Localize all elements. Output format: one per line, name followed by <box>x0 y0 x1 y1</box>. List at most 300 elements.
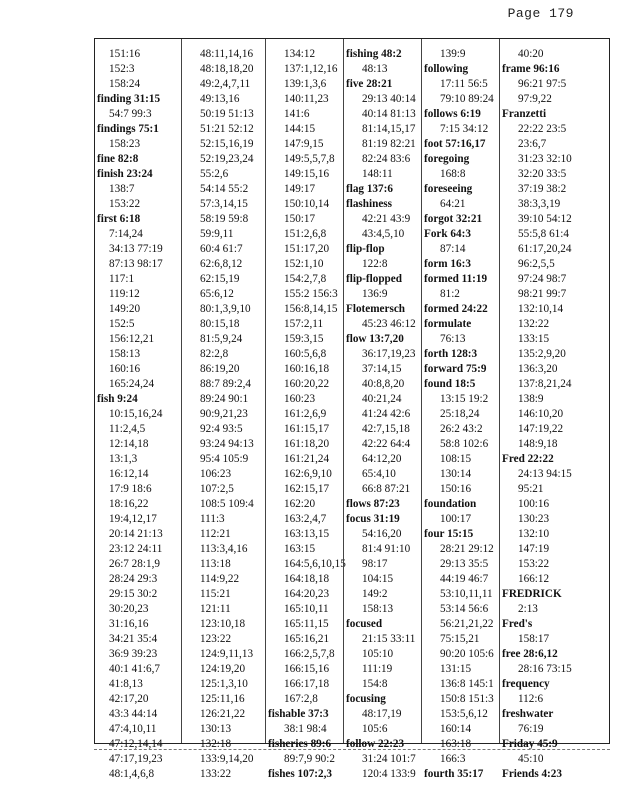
index-term: formulate <box>424 318 472 330</box>
index-term: findings 75:1 <box>97 123 159 135</box>
index-column-5 <box>421 39 499 780</box>
index-term: found 18:5 <box>424 378 476 390</box>
index-reference: 105:10 <box>362 648 394 660</box>
index-term: Friday 45:9 <box>502 738 558 750</box>
index-reference: 81:5,9,24 <box>200 333 243 345</box>
index-column-6 <box>499 39 609 780</box>
index-reference: 133:15 <box>518 333 550 345</box>
index-reference: 40:20 <box>518 48 544 60</box>
index-reference: 156:8,14,15 <box>284 303 338 315</box>
index-term: forward 75:9 <box>424 363 487 375</box>
index-reference: 160:23 <box>284 393 316 405</box>
index-term: fish 9:24 <box>97 393 138 405</box>
index-reference: 81:2 <box>440 288 460 300</box>
index-term: Fork 64:3 <box>424 228 471 240</box>
index-reference: 97:9,22 <box>518 93 552 105</box>
index-term: fisheries 89:6 <box>268 738 332 750</box>
index-term: following <box>424 63 469 75</box>
index-reference: 168:8 <box>440 168 466 180</box>
index-reference: 161:18,20 <box>284 438 330 450</box>
index-reference: 160:16 <box>109 363 141 375</box>
index-term: fishes 107:2,3 <box>268 768 333 780</box>
index-reference: 22:22 23:5 <box>518 123 567 135</box>
index-reference: 121:11 <box>200 603 231 615</box>
index-reference: 31:23 32:10 <box>518 153 572 165</box>
index-reference: 43:3 44:14 <box>109 708 158 720</box>
index-reference: 42:21 43:9 <box>362 213 411 225</box>
index-term: flows 87:23 <box>346 498 400 510</box>
index-reference: 167:2,8 <box>284 693 318 705</box>
index-term: flashiness <box>346 198 393 210</box>
index-column-2 <box>181 39 265 780</box>
index-term: frequency <box>502 678 550 690</box>
index-reference: 45:23 46:12 <box>362 318 416 330</box>
index-reference: 162:20 <box>284 498 316 510</box>
index-term: frame 96:16 <box>502 63 560 75</box>
index-reference: 122:8 <box>362 258 388 270</box>
index-reference: 20:14 21:13 <box>109 528 163 540</box>
index-reference: 26:2 43:2 <box>440 423 483 435</box>
index-reference: 126:21,22 <box>200 708 246 720</box>
index-reference: 165:16,21 <box>284 633 330 645</box>
index-term: Fred's <box>502 618 533 630</box>
index-reference: 66:8 87:21 <box>362 483 411 495</box>
index-reference: 107:2,5 <box>200 483 234 495</box>
index-reference: 31:16,16 <box>109 618 149 630</box>
index-term: focus 31:19 <box>346 513 400 525</box>
index-reference: 80:1,3,9,10 <box>200 303 251 315</box>
index-reference: 123:22 <box>200 633 232 645</box>
index-reference: 152:3 <box>109 63 135 75</box>
index-reference: 58:8 102:6 <box>440 438 489 450</box>
index-reference: 2:13 <box>518 603 538 615</box>
index-reference: 90:9,21,23 <box>200 408 248 420</box>
index-reference: 149:20 <box>109 303 141 315</box>
index-reference: 158:17 <box>518 633 550 645</box>
index-reference: 135:2,9,20 <box>518 348 566 360</box>
index-reference: 165:11,15 <box>284 618 329 630</box>
index-reference: 13:1,3 <box>109 453 138 465</box>
index-reference: 42:17,20 <box>109 693 149 705</box>
index-reference: 45:10 <box>518 753 544 765</box>
index-reference: 144:15 <box>284 123 316 135</box>
index-reference: 149:15,16 <box>284 168 330 180</box>
index-reference: 163:15 <box>284 543 316 555</box>
index-reference: 100:16 <box>518 498 550 510</box>
index-reference: 151:2,6,8 <box>284 228 327 240</box>
index-term: foregoing <box>424 153 470 165</box>
index-reference: 7:14,24 <box>109 228 143 240</box>
index-reference: 75:15,21 <box>440 633 480 645</box>
index-reference: 48:13 <box>362 63 388 75</box>
index-reference: 151:16 <box>109 48 141 60</box>
index-reference: 59:9,11 <box>200 228 234 240</box>
index-reference: 52:19,23,24 <box>200 153 254 165</box>
index-reference: 28:24 29:3 <box>109 573 158 585</box>
index-reference: 133:9,14,20 <box>200 753 254 765</box>
index-reference: 47:4,10,11 <box>109 723 157 735</box>
index-reference: 164:5,6,10,15 <box>284 558 346 570</box>
index-reference: 148:11 <box>362 168 393 180</box>
index-reference: 131:15 <box>440 663 472 675</box>
index-reference: 150:10,14 <box>284 198 330 210</box>
index-reference: 139:9 <box>440 48 466 60</box>
index-reference: 34:13 77:19 <box>109 243 163 255</box>
index-reference: 153:22 <box>109 198 141 210</box>
index-reference: 38:1 98:4 <box>284 723 327 735</box>
index-reference: 108:5 109:4 <box>200 498 254 510</box>
index-column-3 <box>265 39 346 780</box>
index-reference: 29:13 35:5 <box>440 558 489 570</box>
index-reference: 81:19 82:21 <box>362 138 416 150</box>
index-reference: 150:8 151:3 <box>440 693 494 705</box>
index-reference: 48:1,4,6,8 <box>109 768 155 780</box>
index-reference: 53:14 56:6 <box>440 603 489 615</box>
index-reference: 44:19 46:7 <box>440 573 489 585</box>
index-reference: 147:19,22 <box>518 423 564 435</box>
index-reference: 108:15 <box>440 453 472 465</box>
index-reference: 97:24 98:7 <box>518 273 567 285</box>
index-reference: 140:11,23 <box>284 93 329 105</box>
index-reference: 153:5,6,12 <box>440 708 488 720</box>
index-reference: 125:11,16 <box>200 693 245 705</box>
index-reference: 51:21 52:12 <box>200 123 254 135</box>
index-reference: 159:3,15 <box>284 333 324 345</box>
index-reference: 133:22 <box>200 768 232 780</box>
index-reference: 32:20 33:5 <box>518 168 567 180</box>
index-term: free 28:6,12 <box>502 648 558 660</box>
index-column-4 <box>343 39 421 780</box>
index-reference: 134:12 <box>284 48 316 60</box>
index-reference: 17:11 56:5 <box>440 78 488 90</box>
index-reference: 43:4,5,10 <box>362 228 405 240</box>
index-term: Friends 4:23 <box>502 768 562 780</box>
index-reference: 42:7,15,18 <box>362 423 410 435</box>
index-reference: 152:1,10 <box>284 258 324 270</box>
index-reference: 24:13 94:15 <box>518 468 572 480</box>
index-reference: 57:3,14,15 <box>200 198 248 210</box>
index-reference: 48:17,19 <box>362 708 402 720</box>
index-reference: 87:14 <box>440 243 466 255</box>
index-reference: 76:13 <box>440 333 466 345</box>
index-reference: 130:14 <box>440 468 472 480</box>
index-reference: 98:17 <box>362 558 388 570</box>
index-reference: 130:13 <box>200 723 232 735</box>
index-reference: 62:6,8,12 <box>200 258 243 270</box>
index-term: fine 82:8 <box>97 153 139 165</box>
index-reference: 123:10,18 <box>200 618 246 630</box>
footer-divider <box>94 749 610 750</box>
index-reference: 26:7 28:1,9 <box>109 558 160 570</box>
index-reference: 163:2,4,7 <box>284 513 327 525</box>
index-reference: 37:14,15 <box>362 363 402 375</box>
index-reference: 112:6 <box>518 693 544 705</box>
index-reference: 105:6 <box>362 723 388 735</box>
index-reference: 161:15,17 <box>284 423 330 435</box>
index-reference: 23:6,7 <box>518 138 547 150</box>
index-reference: 132:22 <box>518 318 550 330</box>
index-reference: 146:10,20 <box>518 408 564 420</box>
index-reference: 81:14,15,17 <box>362 123 416 135</box>
index-reference: 137:8,21,24 <box>518 378 572 390</box>
index-reference: 161:2,6,9 <box>284 408 327 420</box>
index-reference: 157:2,11 <box>284 318 324 330</box>
index-reference: 64:21 <box>440 198 466 210</box>
index-reference: 117:1 <box>109 273 135 285</box>
index-reference: 19:4,12,17 <box>109 513 157 525</box>
index-reference: 163:13,15 <box>284 528 330 540</box>
index-reference: 147:9,15 <box>284 138 324 150</box>
index-reference: 55:2,6 <box>200 168 229 180</box>
index-reference: 80:15,18 <box>200 318 240 330</box>
index-reference: 88:7 89:2,4 <box>200 378 251 390</box>
index-reference: 29:15 30:2 <box>109 588 158 600</box>
index-reference: 48:11,14,16 <box>200 48 254 60</box>
index-reference: 28:21 29:12 <box>440 543 494 555</box>
index-reference: 158:13 <box>362 603 394 615</box>
page-number: Page 179 <box>507 6 574 21</box>
index-reference: 82:2,8 <box>200 348 229 360</box>
index-reference: 47:17,19,23 <box>109 753 163 765</box>
index-reference: 29:13 40:14 <box>362 93 416 105</box>
index-reference: 112:21 <box>200 528 231 540</box>
index-reference: 153:22 <box>518 558 550 570</box>
index-term: fishable 37:3 <box>268 708 329 720</box>
index-reference: 17:9 18:6 <box>109 483 152 495</box>
index-reference: 160:16,18 <box>284 363 330 375</box>
index-reference: 79:10 89:24 <box>440 93 494 105</box>
index-reference: 30:20,23 <box>109 603 149 615</box>
index-column-1 <box>95 39 181 780</box>
index-reference: 160:20,22 <box>284 378 330 390</box>
index-reference: 124:19,20 <box>200 663 246 675</box>
index-reference: 47:12,14,14 <box>109 738 163 750</box>
index-reference: 165:24,24 <box>109 378 155 390</box>
index-reference: 96:2,5,5 <box>518 258 555 270</box>
index-reference: 76:19 <box>518 723 544 735</box>
index-reference: 92:4 93:5 <box>200 423 243 435</box>
index-reference: 41:8,13 <box>109 678 143 690</box>
index-reference: 136:9 <box>362 288 388 300</box>
index-term: first 6:18 <box>97 213 141 225</box>
index-reference: 39:10 54:12 <box>518 213 572 225</box>
index-reference: 111:3 <box>200 513 225 525</box>
index-reference: 115:21 <box>200 588 231 600</box>
index-reference: 86:19,20 <box>200 363 240 375</box>
index-reference: 138:7 <box>109 183 135 195</box>
index-reference: 65:6,12 <box>200 288 234 300</box>
index-reference: 28:16 73:15 <box>518 663 572 675</box>
index-reference: 155:2 156:3 <box>284 288 338 300</box>
index-reference: 130:23 <box>518 513 550 525</box>
index-reference: 95:4 105:9 <box>200 453 249 465</box>
index-reference: 12:14,18 <box>109 438 149 450</box>
index-reference: 18:16,22 <box>109 498 149 510</box>
index-reference: 156:12,21 <box>109 333 155 345</box>
index-reference: 41:24 42:6 <box>362 408 411 420</box>
index-reference: 106:23 <box>200 468 232 480</box>
index-reference: 11:2,4,5 <box>109 423 146 435</box>
index-reference: 158:23 <box>109 138 141 150</box>
index-term: foreseeing <box>424 183 473 195</box>
index-reference: 113:18 <box>200 558 231 570</box>
index-reference: 95:21 <box>518 483 544 495</box>
index-reference: 138:9 <box>518 393 544 405</box>
index-reference: 154:8 <box>362 678 388 690</box>
index-reference: 87:13 98:17 <box>109 258 163 270</box>
index-reference: 61:17,20,24 <box>518 243 572 255</box>
index-reference: 136:3,20 <box>518 363 558 375</box>
index-term: forgot 32:21 <box>424 213 483 225</box>
index-reference: 160:5,6,8 <box>284 348 327 360</box>
index-reference: 160:14 <box>440 723 472 735</box>
index-term: focused <box>346 618 383 630</box>
index-reference: 162:6,9,10 <box>284 468 332 480</box>
index-reference: 124:9,11,13 <box>200 648 254 660</box>
index-reference: 21:15 33:11 <box>362 633 416 645</box>
index-reference: 13:15 19:2 <box>440 393 489 405</box>
index-term: foot 57:16,17 <box>424 138 486 150</box>
index-reference: 82:24 83:6 <box>362 153 411 165</box>
index-reference: 58:19 59:8 <box>200 213 249 225</box>
index-reference: 161:21,24 <box>284 453 330 465</box>
index-reference: 125:1,3,10 <box>200 678 248 690</box>
index-reference: 164:20,23 <box>284 588 330 600</box>
index-term: four 15:15 <box>424 528 474 540</box>
index-reference: 151:17,20 <box>284 243 330 255</box>
index-reference: 137:1,12,16 <box>284 63 338 75</box>
index-reference: 25:18,24 <box>440 408 480 420</box>
index-term: Flotemersch <box>346 303 406 315</box>
index-term: Franzetti <box>502 108 547 120</box>
index-reference: 40:8,8,20 <box>362 378 405 390</box>
index-reference: 147:19 <box>518 543 550 555</box>
index-reference: 37:19 38:2 <box>518 183 567 195</box>
index-reference: 90:20 105:6 <box>440 648 494 660</box>
index-reference: 36:17,19,23 <box>362 348 416 360</box>
index-term: five 28:21 <box>346 78 393 90</box>
index-reference: 150:17 <box>284 213 316 225</box>
index-reference: 100:17 <box>440 513 472 525</box>
index-term: fourth 35:17 <box>424 768 484 780</box>
index-term: formed 24:22 <box>424 303 488 315</box>
index-reference: 132:10 <box>518 528 550 540</box>
index-reference: 158:13 <box>109 348 141 360</box>
index-reference: 56:21,21,22 <box>440 618 494 630</box>
index-reference: 149:2 <box>362 588 388 600</box>
index-term: forth 128:3 <box>424 348 478 360</box>
index-reference: 89:24 90:1 <box>200 393 249 405</box>
index-term: follows 6:19 <box>424 108 481 120</box>
index-reference: 98:21 99:7 <box>518 288 567 300</box>
index-term: flag 137:6 <box>346 183 393 195</box>
index-reference: 164:18,18 <box>284 573 330 585</box>
index-term: foundation <box>424 498 477 510</box>
index-reference: 54:14 55:2 <box>200 183 249 195</box>
index-reference: 139:1,3,6 <box>284 78 327 90</box>
index-reference: 149:5,5,7,8 <box>284 153 335 165</box>
index-reference: 49:2,4,7,11 <box>200 78 251 90</box>
index-reference: 7:15 34:12 <box>440 123 489 135</box>
index-reference: 49:13,16 <box>200 93 240 105</box>
index-reference: 52:15,16,19 <box>200 138 254 150</box>
index-term: freshwater <box>502 708 554 720</box>
index-reference: 54:16,20 <box>362 528 402 540</box>
index-reference: 166:2,5,7,8 <box>284 648 335 660</box>
index-reference: 132:18 <box>200 738 232 750</box>
index-reference: 93:24 94:13 <box>200 438 254 450</box>
index-reference: 150:16 <box>440 483 472 495</box>
index-reference: 60:4 61:7 <box>200 243 243 255</box>
index-reference: 165:10,11 <box>284 603 329 615</box>
index-reference: 40:14 81:13 <box>362 108 416 120</box>
index-reference: 148:9,18 <box>518 438 558 450</box>
index-term: FREDRICK <box>502 588 562 600</box>
index-term: flip-flop <box>346 243 385 255</box>
index-reference: 149:17 <box>284 183 316 195</box>
index-term: formed 11:19 <box>424 273 488 285</box>
index-reference: 55:5,8 61:4 <box>518 228 569 240</box>
index-reference: 166:15,16 <box>284 663 330 675</box>
index-reference: 54:7 99:3 <box>109 108 152 120</box>
index-term: form 16:3 <box>424 258 471 270</box>
index-reference: 120:4 133:9 <box>362 768 416 780</box>
index-reference: 16:12,14 <box>109 468 149 480</box>
index-reference: 64:12,20 <box>362 453 402 465</box>
index-reference: 81:4 91:10 <box>362 543 411 555</box>
index-reference: 136:8 145:1 <box>440 678 494 690</box>
index-reference: 65:4,10 <box>362 468 396 480</box>
index-reference: 40:21,24 <box>362 393 402 405</box>
index-term: fishing 48:2 <box>346 48 402 60</box>
index-reference: 163:18 <box>440 738 472 750</box>
index-reference: 48:18,18,20 <box>200 63 254 75</box>
index-reference: 104:15 <box>362 573 394 585</box>
index-reference: 162:15,17 <box>284 483 330 495</box>
index-reference: 158:24 <box>109 78 141 90</box>
index-term: focusing <box>346 693 386 705</box>
index-reference: 34:21 35:4 <box>109 633 158 645</box>
index-term: flow 13:7,20 <box>346 333 404 345</box>
index-reference: 132:10,14 <box>518 303 564 315</box>
index-reference: 50:19 51:13 <box>200 108 254 120</box>
index-reference: 40:1 41:6,7 <box>109 663 160 675</box>
index-reference: 23:12 24:11 <box>109 543 163 555</box>
index-term: Fred 22:22 <box>502 453 554 465</box>
index-reference: 111:19 <box>362 663 393 675</box>
index-reference: 31:24 101:7 <box>362 753 416 765</box>
index-reference: 119:12 <box>109 288 140 300</box>
index-reference: 141:6 <box>284 108 310 120</box>
index-reference: 62:15,19 <box>200 273 240 285</box>
index-reference: 42:22 64:4 <box>362 438 411 450</box>
index-reference: 114:9,22 <box>200 573 240 585</box>
index-reference: 166:17,18 <box>284 678 330 690</box>
index-term: flip-flopped <box>346 273 402 285</box>
index-reference: 96:21 97:5 <box>518 78 567 90</box>
index-reference: 36:9 39:23 <box>109 648 158 660</box>
index-reference: 10:15,16,24 <box>109 408 163 420</box>
index-reference: 152:5 <box>109 318 135 330</box>
index-term: follow 22:23 <box>346 738 405 750</box>
index-term: finding 31:15 <box>97 93 161 105</box>
index-reference: 113:3,4,16 <box>200 543 248 555</box>
index-reference: 166:12 <box>518 573 550 585</box>
index-reference: 154:2,7,8 <box>284 273 327 285</box>
index-reference: 38:3,3,19 <box>518 198 561 210</box>
index-reference: 53:10,11,11 <box>440 588 493 600</box>
word-index-table <box>94 38 610 780</box>
